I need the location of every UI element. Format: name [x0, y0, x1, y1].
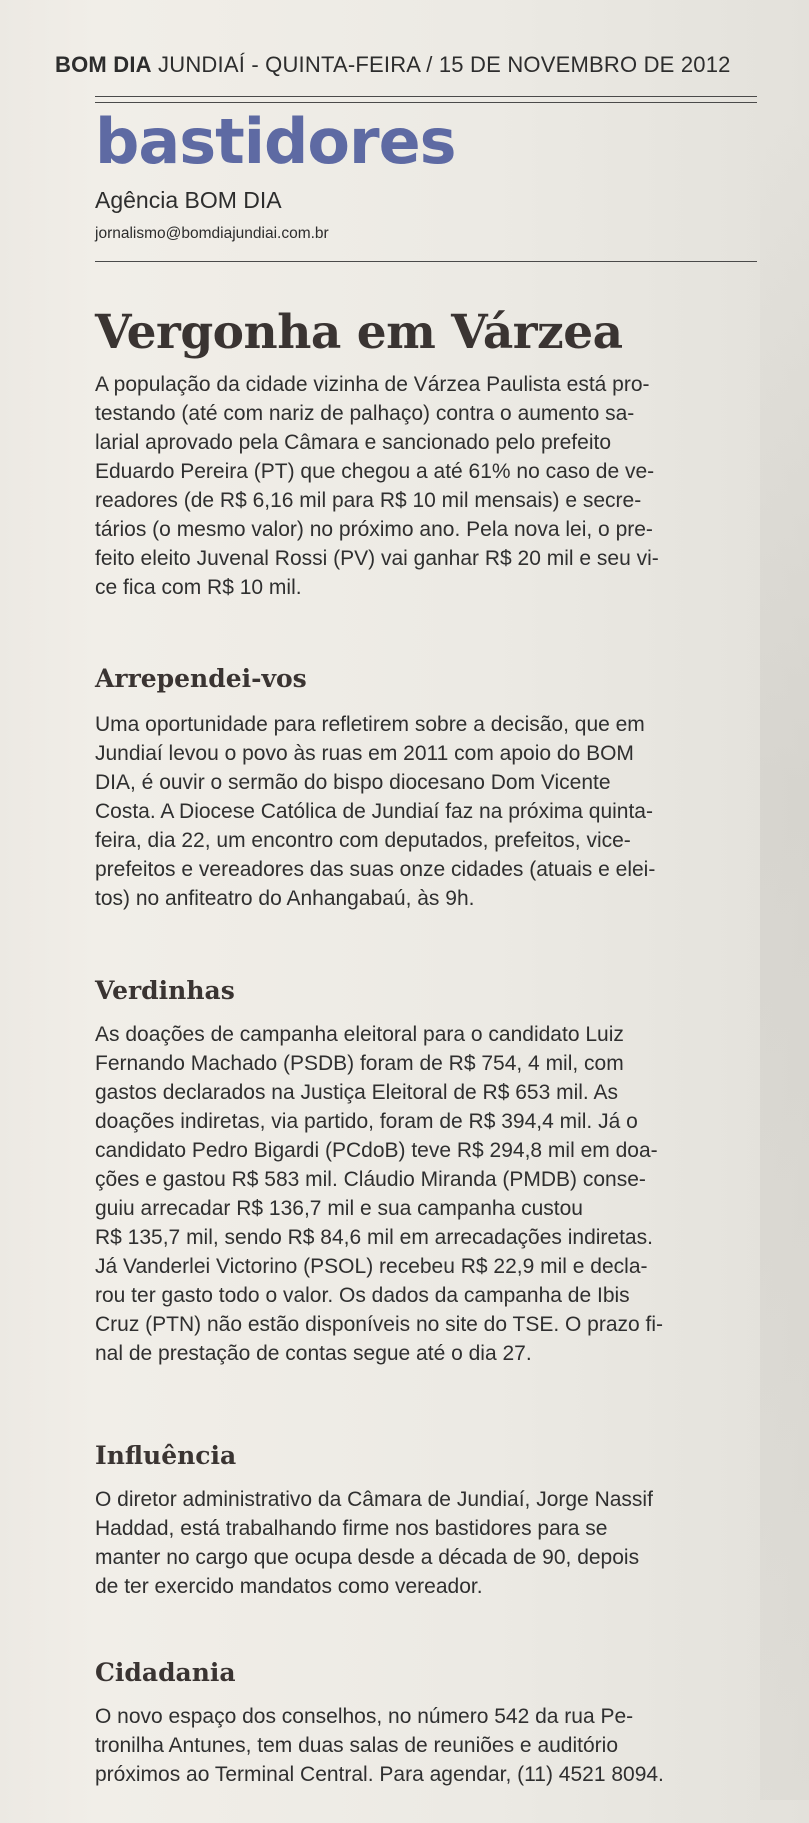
- header-rule-top: [95, 96, 757, 97]
- page-edge-shadow: [760, 120, 809, 1800]
- column-email: jornalismo@bomdiajundiai.com.br: [95, 225, 329, 242]
- note-title-arrependei: Arrependei-vos: [95, 664, 307, 693]
- lead-headline: Vergonha em Várzea: [95, 305, 623, 360]
- note-body-verdinhas: As doações de campanha eleitoral para o candidato Luiz Fernando Machado (PSDB) foram de R$ 754, 4 mil, com gastos declarados na Justiça Eleitoral de R$ 653 mil. As doações indiretas, via partido, foram de R$ 394,4 mil. Já o candidato Pedro Bigardi (PCdoB) teve R$ 294,8 mil em doa- ções e gastou R$ 583 mil. Cláudio Miranda (PMDB) conse- guiu arrecadar R$ 136,7 mil e sua campanha custou R$ 135,7 mil, sendo R$ 84,6 mil em arrecadações indiretas. Já Vanderlei Victorino (PSOL) recebeu R$ 22,9 mil e decla- rou ter gasto todo o valor. Os dados da campanha de Ibis Cruz (PTN) não estão disponíveis no site do TSE. O prazo fi- nal de prestação de contas segue até o dia 27.: [95, 1023, 664, 1365]
- note-body-arrependei: Uma oportunidade para refletirem sobre a decisão, que em Jundiaí levou o povo às ruas em 2011 com apoio do BOM DIA, é ouvir o sermão do bispo diocesano Dom Vicente Costa. A Diocese Católica de Jundiaí faz na próxima quinta- feira, dia 22, um encontro com deputados, prefeitos, vice- prefeitos e vereadores das suas onze cidades (atuais e elei- tos) no anfiteatro do Anhangabaú, às 9h.: [95, 713, 656, 910]
- page-header: [55, 52, 757, 78]
- note-title-influencia: Influência: [95, 1441, 237, 1470]
- note-title-verdinhas: Verdinhas: [95, 976, 235, 1005]
- column-header-divider: [95, 261, 757, 262]
- lead-body: A população da cidade vizinha de Várzea Paulista está pro- testando (até com nariz de palhaço) contra o aumento sa- larial aprovado pela Câmara e sancionado pelo prefeito Eduardo Pereira (PT) que chegou a até 61% no caso de ve- readores (de R$ 6,16 mil para R$ 10 mil mensais) e secre- tários (o mesmo valor) no próximo ano. Pela nova lei, o pre- feito eleito Juvenal Rossi (PV) vai ganhar R$ 20 mil e seu vi- ce fica com R$ 10 mil.: [95, 373, 659, 599]
- header-rule-bottom: [95, 102, 757, 103]
- column-title: bastidores: [95, 105, 456, 178]
- column-agency: Agência BOM DIA: [95, 187, 282, 213]
- note-title-cidadania: Cidadania: [95, 1658, 236, 1687]
- dateline: JUNDIAÍ - QUINTA-FEIRA / 15 DE NOVEMBRO DE 2012: [158, 52, 731, 77]
- newspaper-name: BOM DIA: [55, 52, 152, 77]
- note-body-influencia: O diretor administrativo da Câmara de Jundiaí, Jorge Nassif Haddad, está trabalhando firme nos bastidores para se manter no cargo que ocupa desde a década de 90, depois de ter exercido mandatos como vereador.: [95, 1488, 653, 1598]
- note-body-cidadania: O novo espaço dos conselhos, no número 542 da rua Pe- tronilha Antunes, tem duas salas de reuniões e auditório próximos ao Terminal Central. Para agendar, (11) 4521 8094.: [95, 1705, 664, 1786]
